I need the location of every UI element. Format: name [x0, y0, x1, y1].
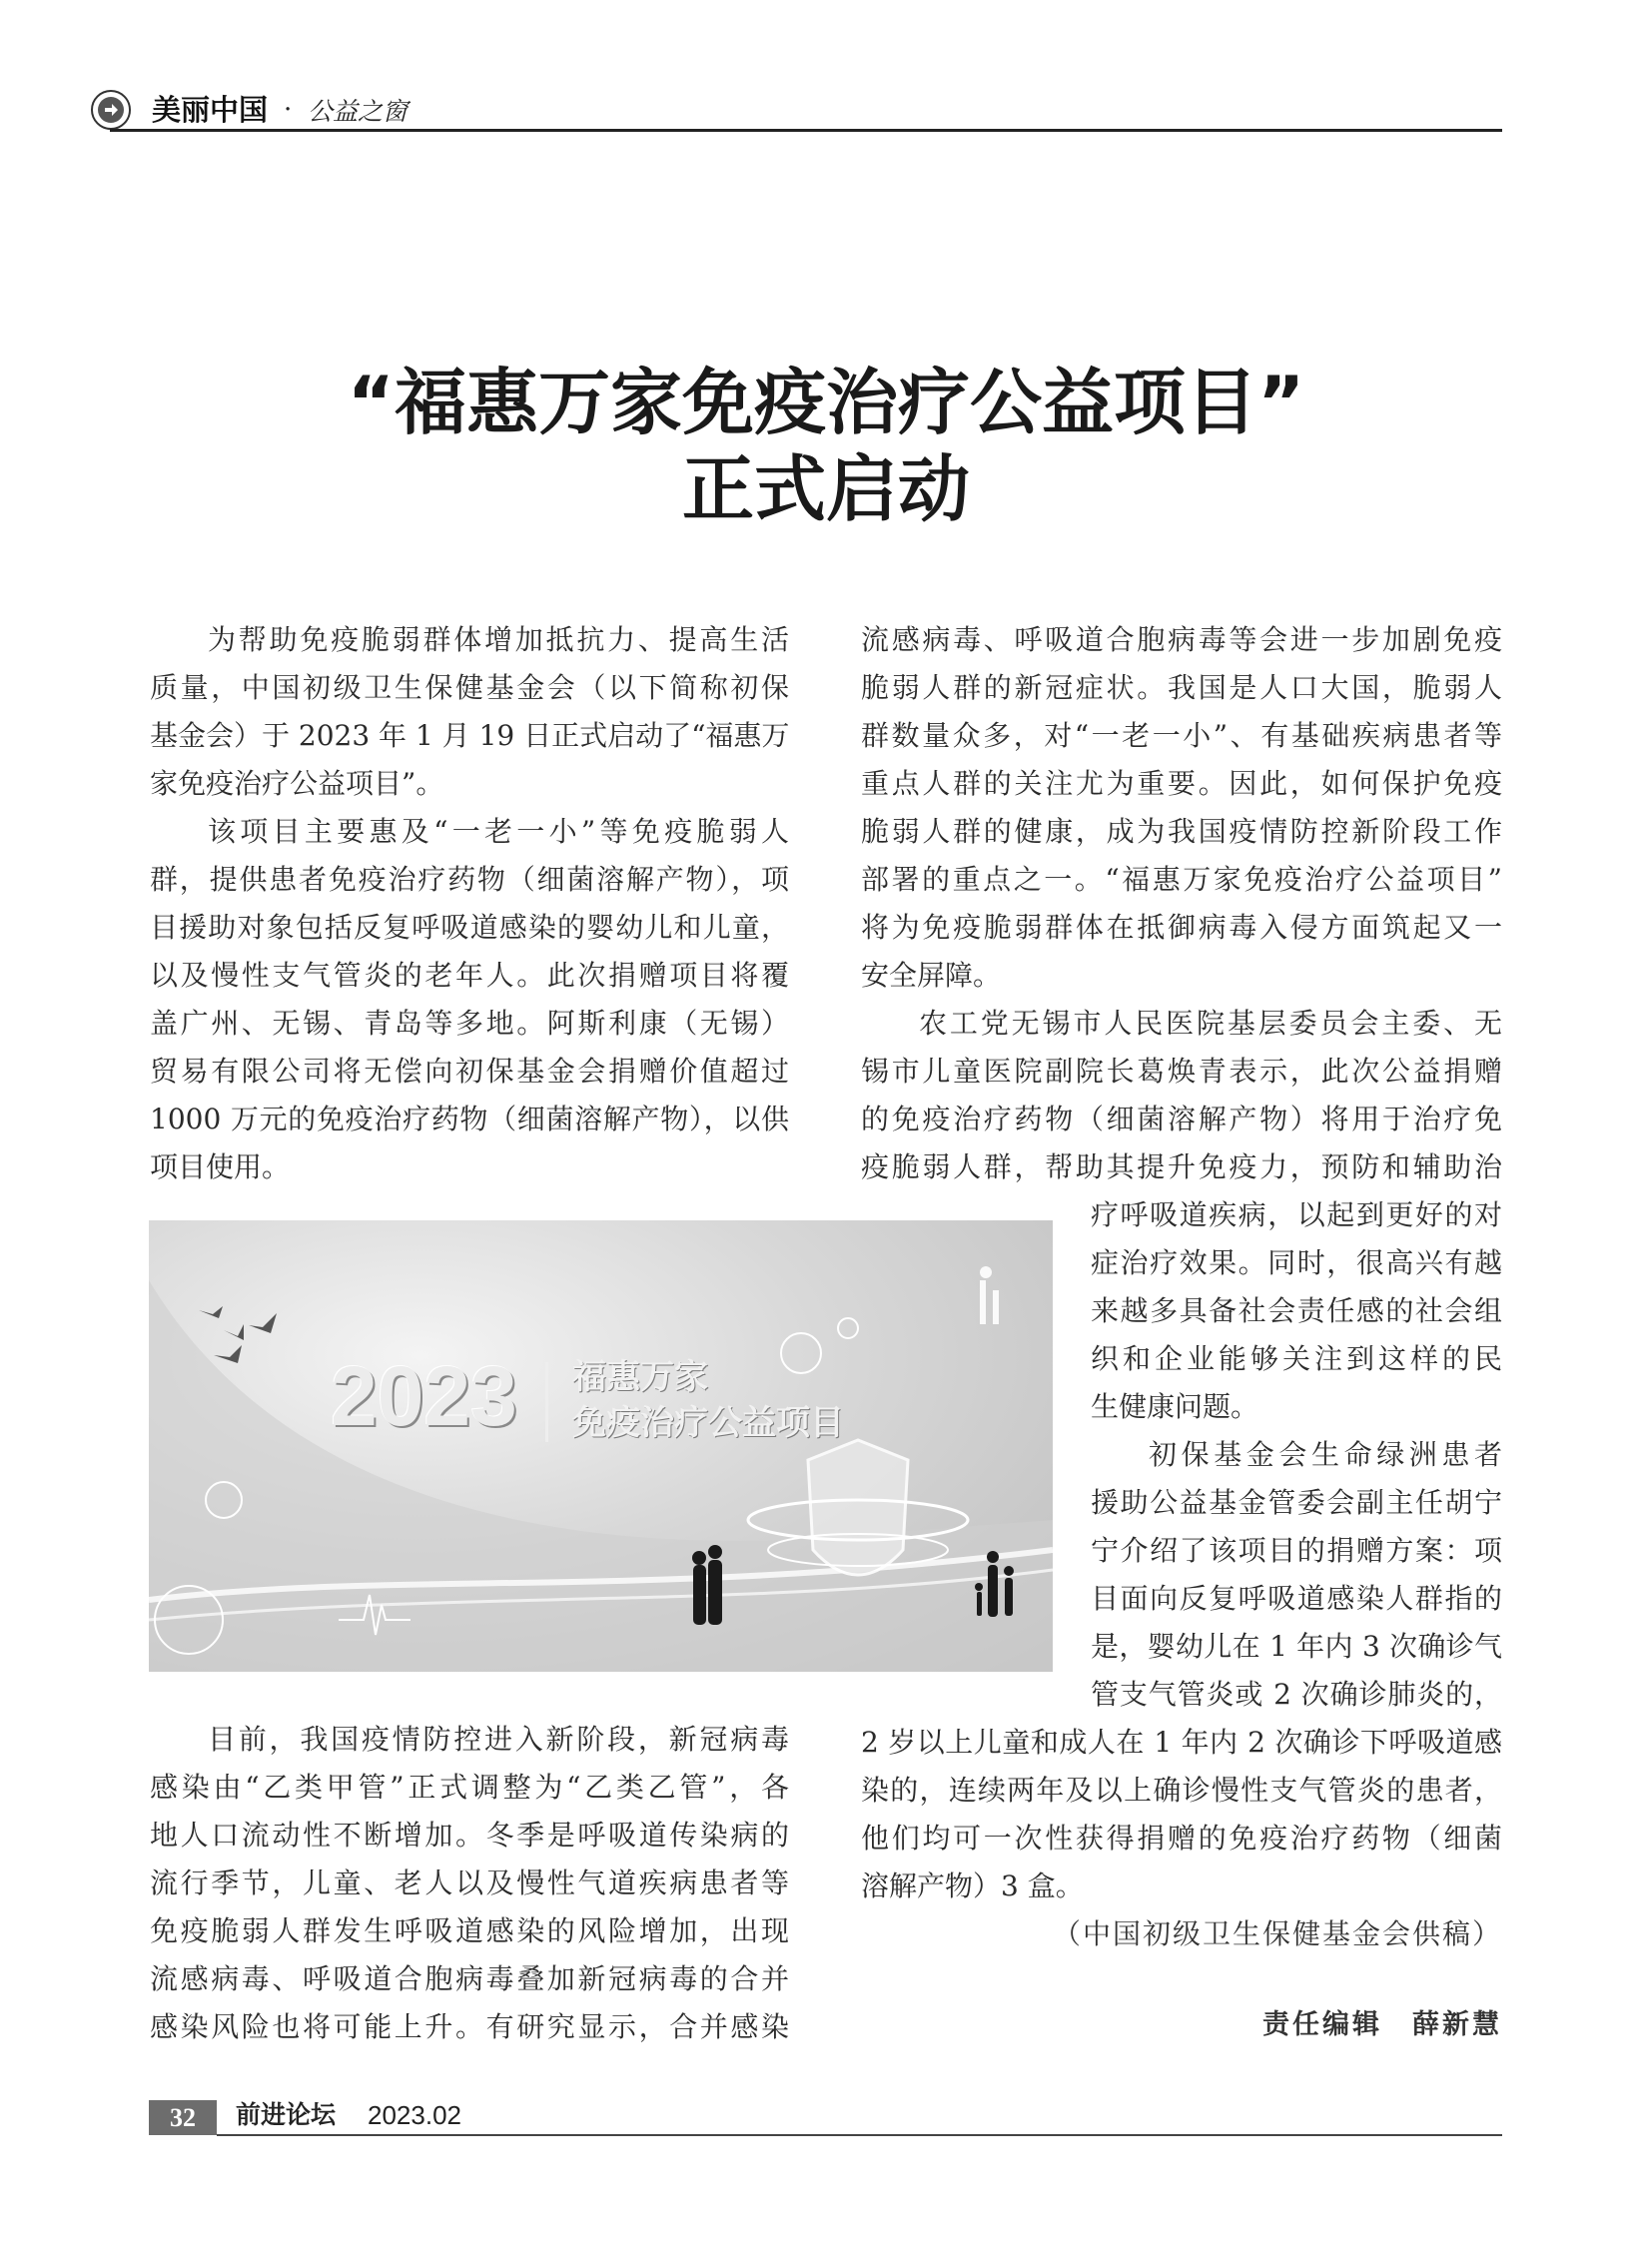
text-line: 家免疫治疗公益项目”。	[150, 767, 444, 800]
text-line: 流感病毒、呼吸道合胞病毒等会进一步加剧免疫	[861, 623, 1502, 656]
left-column-top	[150, 616, 789, 1191]
text-line: 流感病毒、呼吸道合胞病毒叠加新冠病毒的合并	[150, 1962, 789, 1995]
subsection-title: 公益之窗	[308, 97, 409, 126]
text-line: 为帮助免疫脆弱群体增加抵抗力、提高生活	[208, 623, 789, 656]
magazine-name: 前进论坛	[236, 2100, 337, 2129]
text-line: 初保基金会生命绿洲患者	[1149, 1438, 1502, 1471]
text-line: 的免疫治疗药物（细菌溶解产物）将用于治疗免	[861, 1103, 1502, 1135]
text-line: 基金会）于 2023 年 1 月 19 日正式启动了“福惠万	[150, 719, 790, 752]
text-line: 溶解产物）3 盒。	[861, 1869, 1084, 1902]
page-number: 32	[149, 2100, 217, 2135]
text-line: 2 岁以上儿童和成人在 1 年内 2 次确诊下呼吸道感	[861, 1726, 1502, 1759]
text-line: 织和企业能够关注到这样的民	[1091, 1342, 1502, 1375]
text-line: 以及慢性支气管炎的老年人。此次捐赠项目将覆	[150, 959, 789, 992]
text-line: 项目使用。	[150, 1150, 291, 1183]
left-column-bottom	[150, 1716, 789, 2051]
text-line: 疫脆弱人群，帮助其提升免疫力，预防和辅助治	[861, 1150, 1502, 1183]
text-line: 贸易有限公司将无偿向初保基金会捐赠价值超过	[150, 1055, 789, 1088]
text-line: 感染由“乙类甲管”正式调整为“乙类乙管”，各	[150, 1771, 789, 1804]
text-line: 脆弱人群的新冠症状。我国是人口大国，脆弱人	[861, 671, 1502, 704]
header-rule	[110, 129, 1502, 132]
right-column-top	[861, 616, 1502, 1191]
banner-divider	[545, 1362, 548, 1442]
article-title-line-2: 正式启动	[681, 447, 970, 531]
text-line: 症治疗效果。同时，很高兴有越	[1091, 1246, 1502, 1279]
banner-year: 2023	[331, 1349, 517, 1443]
text-line: 地人口流动性不断增加。冬季是呼吸道传染病的	[150, 1819, 789, 1852]
text-line: 安全屏障。	[861, 959, 1002, 992]
text-line: 免疫脆弱人群发生呼吸道感染的风险增加，出现	[150, 1914, 789, 1947]
text-line: 锡市儿童医院副院长葛焕青表示，此次公益捐赠	[861, 1055, 1502, 1088]
article-credit: （中国初级卫生保健基金会供稿）	[1052, 1917, 1502, 1950]
text-line: 群，提供患者免疫治疗药物（细菌溶解产物），项	[150, 863, 789, 896]
text-line: 群数量众多，对“一老一小”、有基础疾病患者等	[861, 719, 1502, 752]
text-line: 管支气管炎或 2 次确诊肺炎的，	[1091, 1678, 1502, 1711]
text-line: 感染风险也将可能上升。有研究显示，合并感染	[150, 2010, 789, 2043]
banner-title-line-1: 福惠万家	[572, 1357, 708, 1397]
text-line: 目援助对象包括反复呼吸道感染的婴幼儿和儿童，	[150, 911, 789, 944]
right-column-wrap	[1091, 1191, 1502, 1719]
article-title-line-1: “福惠万家免疫治疗公益项目”	[347, 361, 1305, 444]
section-title: 美丽中国	[152, 93, 269, 127]
text-line: 宁介绍了该项目的捐赠方案：项	[1091, 1534, 1502, 1567]
text-line: 盖广州、无锡、青岛等多地。阿斯利康（无锡）	[150, 1007, 789, 1040]
text-line: 疗呼吸道疾病，以起到更好的对	[1091, 1198, 1502, 1231]
text-line: 目面向反复呼吸道感染人群指的	[1091, 1582, 1502, 1615]
responsible-editor: 责任编辑 薛新慧	[1262, 2009, 1502, 2040]
text-line: 生健康问题。	[1091, 1390, 1259, 1423]
text-line: 是，婴幼儿在 1 年内 3 次确诊气	[1091, 1630, 1502, 1663]
text-line: 流行季节，儿童、老人以及慢性气道疾病患者等	[150, 1867, 789, 1899]
text-line: 染的，连续两年及以上确诊慢性支气管炎的患者，	[861, 1774, 1502, 1807]
text-line: 该项目主要惠及“一老一小”等免疫脆弱人	[208, 815, 789, 848]
birds-icon	[199, 1306, 277, 1363]
text-line: 将为免疫脆弱群体在抵御病毒入侵方面筑起又一	[861, 911, 1502, 944]
text-line: 来越多具备社会责任感的社会组	[1091, 1294, 1502, 1327]
banner-decoration	[149, 1220, 1053, 1672]
text-line: 重点人群的关注尤为重要。因此，如何保护免疫	[861, 767, 1502, 800]
arrow-right-circle-icon	[91, 90, 131, 130]
text-line: 部署的重点之一。“福惠万家免疫治疗公益项目”	[861, 863, 1502, 896]
right-column-bottom	[861, 1719, 1502, 1910]
shield-icon	[808, 1440, 908, 1575]
banner-title-line-2: 免疫治疗公益项目	[572, 1403, 844, 1443]
issue-date: 2023.02	[368, 2100, 461, 2130]
text-line: 脆弱人群的健康，成为我国疫情防控新阶段工作	[861, 815, 1502, 848]
text-line: 1000 万元的免疫治疗药物（细菌溶解产物），以供	[150, 1103, 789, 1135]
cphcf-logo-icon	[980, 1266, 999, 1324]
text-line: 目前，我国疫情防控进入新阶段，新冠病毒	[208, 1723, 789, 1756]
section-separator: ·	[284, 95, 293, 125]
project-banner-image	[149, 1220, 1053, 1672]
footer-rule	[217, 2134, 1502, 2136]
text-line: 质量，中国初级卫生保健基金会（以下简称初保	[150, 671, 789, 704]
text-line: 援助公益基金管委会副主任胡宁	[1091, 1486, 1502, 1519]
text-line: 他们均可一次性获得捐赠的免疫治疗药物（细菌	[861, 1822, 1502, 1855]
text-line: 农工党无锡市人民医院基层委员会主委、无	[919, 1007, 1502, 1040]
